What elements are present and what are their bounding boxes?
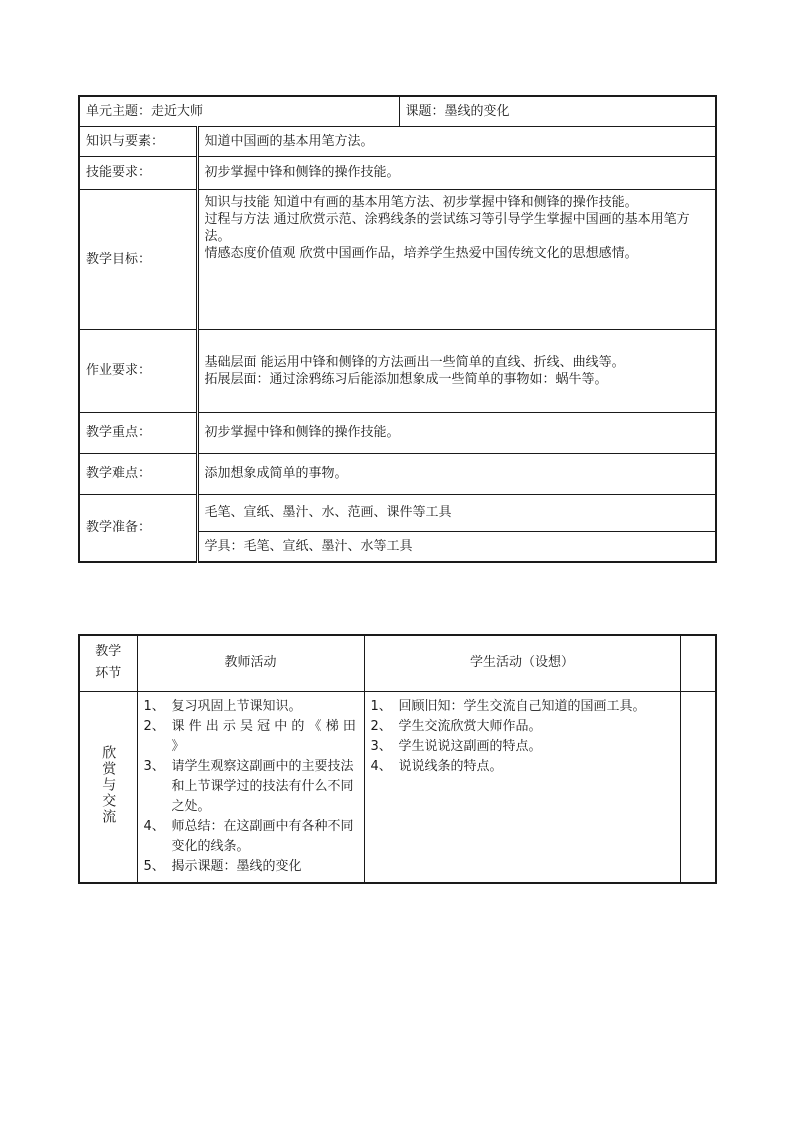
student-item: 3、 学生说说这副画的特点。 [370, 738, 542, 754]
homework-extended: 拓展层面：通过涂鸦练习后能添加想象成一些简单的事物如：蜗牛等。 [204, 371, 608, 387]
knowledge-value: 知道中国画的基本用笔方法。 [197, 126, 716, 156]
student-item: 4、 说说线条的特点。 [370, 758, 503, 774]
focus-value: 初步掌握中锋和侧锋的操作技能。 [197, 412, 716, 453]
goal-process: 过程与方法 通过欣赏示范、涂鸦线条的尝试练习等引导学生掌握中国画的基本用笔方法。 [204, 211, 690, 244]
teacher-item: 3、 请学生观察这副画中的主要技法和上节课学过的技法有什么不同之处。 [143, 758, 354, 814]
stage-header [79, 635, 137, 691]
teacher-item: 5、 揭示课题：墨线的变化 [143, 858, 302, 874]
teacher-item: 2、 课 件 出 示 吴 冠 中 的 《 梯 田 》 [143, 718, 356, 754]
skill-label: 技能要求： [79, 156, 197, 189]
extra-header [680, 635, 716, 691]
student-activities [364, 691, 680, 883]
stage-header-line1: 教学 [95, 644, 122, 660]
homework-cell [197, 329, 716, 412]
homework-basic: 基础层面 能运用中锋和侧锋的方法画出一些简单的直线、折线、曲线等。 [204, 354, 625, 370]
teacher-header: 教师活动 [137, 635, 364, 691]
goals-cell [197, 189, 716, 329]
topic-value: 墨线的变化 [444, 103, 510, 119]
activity-table [78, 634, 717, 884]
focus-label: 教学重点： [79, 412, 197, 453]
stage-name: 欣赏与交流 [100, 744, 117, 825]
student-item: 2、 学生交流欣赏大师作品。 [370, 718, 542, 734]
prep-teacher: 毛笔、宣纸、墨汁、水、范画、课件等工具 [197, 494, 716, 531]
knowledge-label: 知识与要素： [79, 126, 197, 156]
unit-value: 走近大师 [151, 103, 204, 119]
homework-label: 作业要求： [79, 329, 197, 412]
unit-label: 单元主题： [86, 103, 152, 119]
prep-label: 教学准备： [79, 494, 197, 562]
difficulty-value: 添加想象成简单的事物。 [197, 453, 716, 494]
teacher-item: 4、 师总结：在这副画中有各种不同变化的线条。 [143, 818, 354, 854]
student-item: 1、 回顾旧知：学生交流自己知道的国画工具。 [370, 698, 646, 714]
student-header: 学生活动（设想） [364, 635, 680, 691]
topic-label: 课题： [405, 103, 445, 119]
difficulty-label: 教学难点： [79, 453, 197, 494]
lesson-info-table [78, 95, 717, 563]
stage-cell [79, 691, 137, 883]
extra-cell [680, 691, 716, 883]
goals-label: 教学目标： [79, 189, 197, 329]
topic-cell [399, 96, 716, 126]
stage-header-line2: 环节 [95, 666, 122, 682]
goal-attitude: 情感态度价值观 欣赏中国画作品，培养学生热爱中国传统文化的思想感情。 [204, 245, 638, 261]
goal-knowledge: 知识与技能 知道中有画的基本用笔方法、初步掌握中锋和侧锋的操作技能。 [204, 194, 638, 210]
prep-student: 学具：毛笔、宣纸、墨汁、水等工具 [197, 531, 716, 562]
unit-cell [79, 96, 399, 126]
teacher-activities [137, 691, 364, 883]
skill-value: 初步掌握中锋和侧锋的操作技能。 [197, 156, 716, 189]
teacher-item: 1、 复习巩固上节课知识。 [143, 698, 302, 714]
